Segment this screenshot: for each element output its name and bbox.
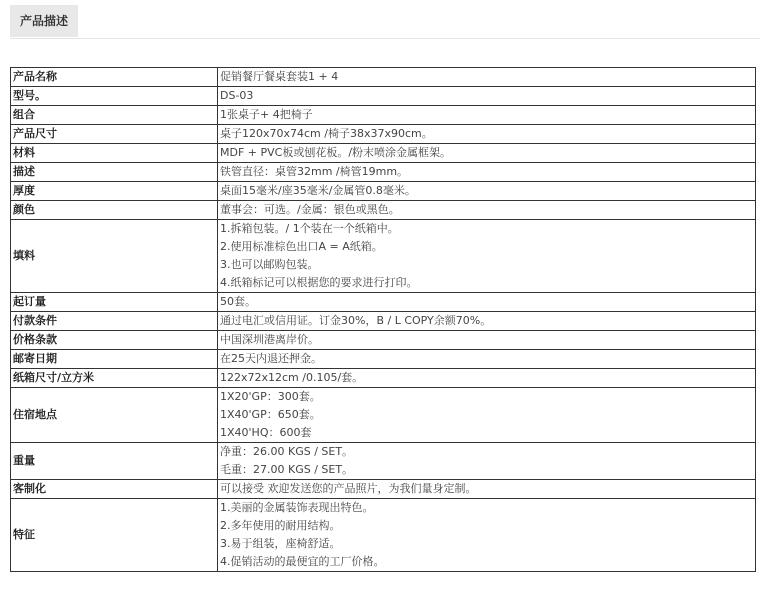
spec-value bbox=[218, 480, 756, 499]
spec-value-line: 可以接受 欢迎发送您的产品照片，为我们量身定制。 bbox=[220, 482, 477, 495]
spec-label: 价格条款 bbox=[11, 331, 218, 350]
spec-label: 邮寄日期 bbox=[11, 350, 218, 369]
spec-value bbox=[218, 182, 756, 201]
spec-label: 付款条件 bbox=[11, 312, 218, 331]
spec-label: 起订量 bbox=[11, 293, 218, 312]
spec-value bbox=[218, 87, 756, 106]
spec-table-body bbox=[11, 68, 756, 572]
spec-value bbox=[218, 369, 756, 388]
spec-label: 纸箱尺寸/立方米 bbox=[11, 369, 218, 388]
spec-value-line: 铁管直径：桌管32mm /椅管19mm。 bbox=[220, 165, 409, 178]
spec-row bbox=[11, 125, 756, 144]
spec-label: 组合 bbox=[11, 106, 218, 125]
spec-value bbox=[218, 68, 756, 87]
spec-label: 产品名称 bbox=[11, 68, 218, 87]
spec-value-line: 1.美丽的金属装饰表现出特色。 bbox=[220, 501, 374, 514]
spec-value-line: 2.使用标准棕色出口A = A纸箱。 bbox=[220, 240, 383, 253]
spec-label: 颜色 bbox=[11, 201, 218, 220]
spec-value bbox=[218, 443, 756, 480]
spec-value bbox=[218, 144, 756, 163]
spec-value bbox=[218, 106, 756, 125]
spec-value-line: DS-03 bbox=[220, 89, 254, 102]
spec-value-line: 1.拆箱包装。/ 1个装在一个纸箱中。 bbox=[220, 222, 399, 235]
spec-row bbox=[11, 220, 756, 293]
spec-value-line: 净重：26.00 KGS / SET。 bbox=[220, 445, 354, 458]
spec-value-line: 1X40'GP：650套。 bbox=[220, 408, 321, 421]
spec-value bbox=[218, 163, 756, 182]
spec-row bbox=[11, 182, 756, 201]
spec-value bbox=[218, 350, 756, 369]
spec-label: 材料 bbox=[11, 144, 218, 163]
tab-product-description[interactable]: 产品描述 bbox=[10, 5, 78, 37]
spec-row bbox=[11, 106, 756, 125]
tab-bar bbox=[10, 0, 760, 39]
spec-label: 填料 bbox=[11, 220, 218, 293]
spec-value-line: 促销餐厅餐桌套装1 + 4 bbox=[220, 70, 339, 83]
spec-value bbox=[218, 293, 756, 312]
spec-value-line: 1张桌子+ 4把椅子 bbox=[220, 108, 313, 121]
spec-value bbox=[218, 499, 756, 572]
spec-label: 描述 bbox=[11, 163, 218, 182]
spec-value-line: 桌面15毫米/座35毫米/金属管0.8毫米。 bbox=[220, 184, 416, 197]
spec-value bbox=[218, 331, 756, 350]
spec-row bbox=[11, 163, 756, 182]
spec-label: 产品尺寸 bbox=[11, 125, 218, 144]
spec-value-line: 1X20'GP：300套。 bbox=[220, 390, 321, 403]
spec-label: 型号。 bbox=[11, 87, 218, 106]
spec-value bbox=[218, 312, 756, 331]
spec-row bbox=[11, 480, 756, 499]
spec-row bbox=[11, 350, 756, 369]
spec-row bbox=[11, 369, 756, 388]
spec-row bbox=[11, 293, 756, 312]
spec-row bbox=[11, 443, 756, 480]
spec-value bbox=[218, 201, 756, 220]
spec-value-line: 桌子120x70x74cm /椅子38x37x90cm。 bbox=[220, 127, 433, 140]
spec-label: 客制化 bbox=[11, 480, 218, 499]
spec-value bbox=[218, 125, 756, 144]
spec-value-line: 2.多年使用的耐用结构。 bbox=[220, 519, 341, 532]
spec-value-line: 4.纸箱标记可以根据您的要求进行打印。 bbox=[220, 276, 418, 289]
spec-value-line: 122x72x12cm /0.105/套。 bbox=[220, 371, 364, 384]
spec-value-line: 通过电汇或信用证。订金30%，B / L COPY余额70%。 bbox=[220, 314, 492, 327]
spec-row bbox=[11, 388, 756, 443]
spec-value-line: 50套。 bbox=[220, 295, 256, 308]
spec-row bbox=[11, 312, 756, 331]
spec-label: 特征 bbox=[11, 499, 218, 572]
spec-row bbox=[11, 331, 756, 350]
spec-value-line: 1X40'HQ：600套 bbox=[220, 426, 312, 439]
spec-value-line: 3.也可以邮购包装。 bbox=[220, 258, 319, 271]
spec-value-line: 毛重：27.00 KGS / SET。 bbox=[220, 463, 354, 476]
spec-value-line: 4.促销活动的最便宜的工厂价格。 bbox=[220, 555, 385, 568]
spec-row bbox=[11, 87, 756, 106]
spec-row bbox=[11, 68, 756, 87]
spec-label: 厚度 bbox=[11, 182, 218, 201]
spec-value bbox=[218, 388, 756, 443]
spec-value-line: 中国深圳港离岸价。 bbox=[220, 333, 319, 346]
spec-table bbox=[10, 67, 756, 572]
spec-value-line: MDF + PVC板或刨花板。/粉末喷涂金属框架。 bbox=[220, 146, 452, 159]
spec-row bbox=[11, 201, 756, 220]
spec-value bbox=[218, 220, 756, 293]
spec-value-line: 3.易于组装，座椅舒适。 bbox=[220, 537, 341, 550]
spec-row bbox=[11, 499, 756, 572]
spec-label: 住宿地点 bbox=[11, 388, 218, 443]
spec-value-line: 董事会：可选。/金属：银色或黑色。 bbox=[220, 203, 400, 216]
spec-label: 重量 bbox=[11, 443, 218, 480]
spec-row bbox=[11, 144, 756, 163]
spec-value-line: 在25天内退还押金。 bbox=[220, 352, 322, 365]
